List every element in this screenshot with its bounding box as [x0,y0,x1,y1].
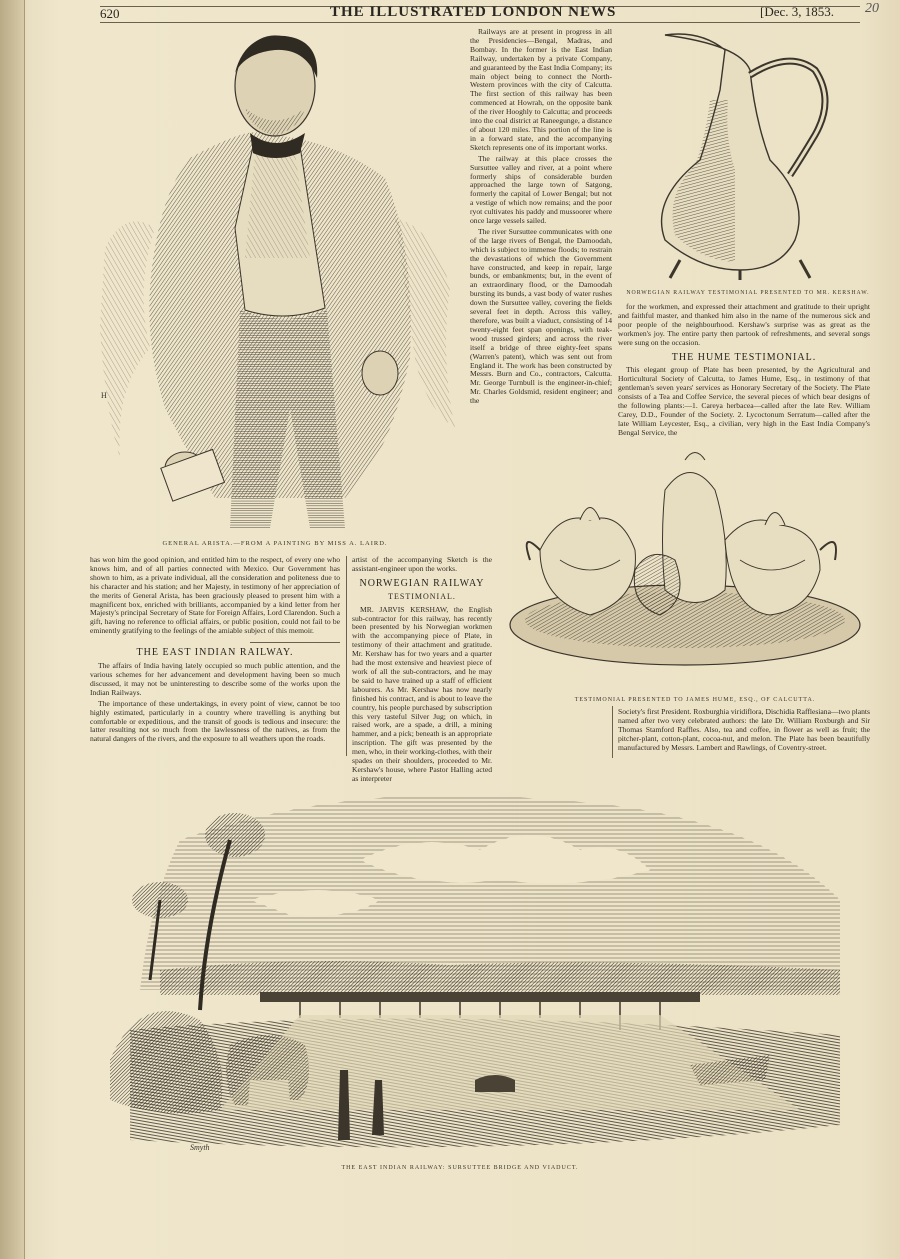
silver-jug-engraving [640,30,840,280]
portrait-caption: GENERAL ARISTA.—FROM A PAINTING BY MISS A. LAIRD. [162,540,388,547]
norwegian-paragraph: for the workmen, and expressed their attachment and gratitude to their upright and faithful master, and thanked him also in the name of the numerous sick and poor people of the neighbourhood. Kershaw's surprise was as great as the workmen's joy. The entire party then partook of refreshments, and several songs were sung on the occasion. [618,302,870,347]
norwegian-subheading: TESTIMONIAL. [388,591,456,601]
hume-continued-column [618,708,870,755]
norwegian-column [352,556,492,786]
portrait-engraving [95,28,460,533]
norwegian-paragraph: MR. JARVIS KERSHAW, the English sub-contractor for this railway, has recently been presented by his Norwegian workmen with the accompanying piece of Plate, in testimony of their attachment and gratitude. Mr. Kershaw has for two years and a quarter had the most extensive and heaviest piece of work of all the sub-contractors, and he may be said to have trained up a staff of efficient labourers. As Mr. Kershaw has now nearly finished his contract, and is about to leave the country, his people purchased by subscription this very tasteful Silver Jug; on which, in raised work, are a spade, a drill, a mining hammer, and a pick; beneath is an appropriate inscription. The gift was presented by the men, who, in their working-clothes, with their spades on their shoulders, proceeded to Mr. Kershaw's house, where Pastor Halling acted as interpreter [352,604,492,783]
norwegian-continued-column [618,303,870,440]
page-number: 620 [100,6,120,21]
column-divider [612,706,613,758]
hume-paragraph: This elegant group of Plate has been presented, by the Agricultural and Horticultural Society of Calcutta, to James Hume, Esq., in testimony of that gentleman's seven years' services as Honorary Secretary of the Society. The Plate consists of a Tea and Coffee Service, the several pieces of which bear designs of the following plants:—1. Careya herbacea—called after the late Rev. William Carey, D.D., Founder of the Society. 2. Lycoctonum Serratum—called after the late William Leycester, Esq., a civilian, very high in the East India Company's Bengal Service, the [618,365,870,437]
column-divider [346,556,347,756]
norwegian-heading: NORWEGIAN RAILWAY [359,577,485,589]
masthead-date: [Dec. 3, 1853. [760,4,835,19]
hume-heading: THE HUME TESTIMONIAL. [671,351,817,363]
masthead-title: THE ILLUSTRATED LONDON NEWS [330,4,617,20]
page-binding-edge [0,0,25,1259]
engraver-signature: Smyth [190,1143,210,1152]
jug-caption: NORWEGIAN RAILWAY TESTIMONIAL PRESENTED TO MR. KERSHAW. [626,290,870,296]
svg-text:H: H [101,391,107,400]
railway-paragraph: Railways are at present in progress in all the Presidencies—Bengal, Madras, and Bombay. In the former is the East Indian Railway, undertaken by a private Company, and guaranteed by the East India Company; its main object being to connect the North-Western provinces with the city of Calcutta. The first section of this railway has been commenced at Howrah, on the opposite bank of the river Hooghly to Calcutta; and proceeds into the coal district at Raneegunge, a distance of about 120 miles. This portion of the line is in a forward state, and the accompanying Sketch represents one of its important works. [470,27,612,152]
bridge-caption: THE EAST INDIAN RAILWAY: SURSUTTEE BRIDGE AND VIADUCT. [341,1165,579,1171]
arista-column [90,556,340,746]
tea-service-caption: TESTIMONIAL PRESENTED TO JAMES HUME, ESQ., OF CALCUTTA. [574,697,816,703]
masthead-bottom-rule [100,22,860,23]
handwritten-mark: 20 [865,1,879,16]
railway-column [470,28,612,408]
east-indian-paragraph: The affairs of India having lately occupied so much public attention, and the various schemes for her advancement and development having been so much discussed, it may not be uninteresting to describe some of the works upon the Indian Railways. [90,661,340,697]
hume-paragraph: Society's first President. Roxburghia viridiflora, Dischidia Rafflesiana—two plants named after two very celebrated authors: the late Dr. William Roxburgh and Sir Thomas Stamford Raffles. Also, tea and coffee, in flower as well as fruit; the pitcher-plant, cotton-plant, cocoa-nut, and melon. The Plate has been beautifully manufactured by Messrs. Lambert and Rawlings, of Coventry-street. [618,707,870,752]
east-indian-heading: THE EAST INDIAN RAILWAY. [136,647,294,659]
railway-paragraph: The river Sursuttee communicates with one of the large rivers of Bengal, the Damoodah, which is subject to immense floods; to restrain the devastations of which the Government have constructed, and keep in repair, large bunds, or embankments; but, in the event of an extraordinary flood, or the Damoodah bursting its bunds, a vast body of water rushes down the Sursuttee valley, covering the fields several feet in depth. Across this valley, therefore, was built a viaduct, consisting of 14 twenty-eight feet span openings, with teak-wood trussed girders; and across the river itself a bridge of three eighty-feet spans (Warren's patent), which was sent out from England it. The work has been constructed by Messrs. Burn and Co., contractors, Calcutta. Mr. George Turnbull is the engineer-in-chief; Mr. Charles Goldsmid, resident engineer; and the [470,226,612,406]
railway-paragraph: artist of the accompanying Sketch is the assistant-engineer upon the works. [352,555,492,573]
east-indian-paragraph: The importance of these undertakings, in every point of view, cannot be too highly estimated, particularly in a country where travelling is anything but comfortable or expeditious, and the transit of goods is tedious and insecure: the latter resulting not so much from the lawlessness of the natives, as from the natural dangers of the rivers, and the exposure to all weathers upon the roads. [90,698,340,744]
arista-paragraph: has won him the good opinion, and entitled him to the respect, of every one who knows him, and of all parties connected with Mexico. Our Government has shown to him, as a private individual, all the consideration and politeness due to his character and his station; and her Majesty, in testimony of her appreciation of the merits of General Arista, has been graciously pleased to present him with a magnificent box, enriched with brilliants, accompanied by a kind letter from her Majesty's principal Secretary of State for Foreign Affairs, Lord Clarendon. Such a gift, having no reference to official affairs, or public position, could not fail to be eminently gratifying to the feelings of the amiable subject of this memoir. [90,555,340,636]
railway-paragraph: The railway at this place crosses the Sursuttee valley and river, at a point where formerly ships of considerable burden approached the large town of Satgong, formerly the capital of Lower Bengal; but not a vestige of which now remains; and the poor ryot cultivates his paddy and mussoorer where once large vessels sailed. [470,153,612,226]
bridge-viaduct-engraving [100,780,860,1160]
tea-service-engraving [500,450,870,690]
